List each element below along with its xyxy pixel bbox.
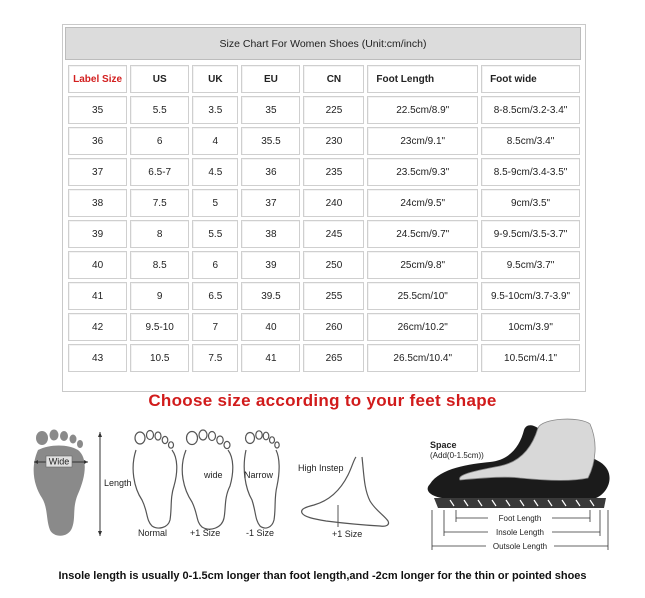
cell-uk: 6 bbox=[192, 251, 238, 279]
narrow-foot-label: Narrow bbox=[244, 470, 274, 480]
header-foot-length: Foot Length bbox=[367, 65, 478, 93]
cell-foot-wide: 8.5cm/3.4" bbox=[481, 127, 580, 155]
cell-cn: 250 bbox=[303, 251, 364, 279]
cell-label-size: 35 bbox=[68, 96, 127, 124]
insole-length-label: Insole Length bbox=[495, 528, 545, 537]
cell-foot-length: 26.5cm/10.4" bbox=[367, 344, 478, 372]
cell-label-size: 36 bbox=[68, 127, 127, 155]
cell-us: 5.5 bbox=[130, 96, 189, 124]
high-instep-diagram bbox=[292, 455, 397, 543]
cell-label-size: 37 bbox=[68, 158, 127, 186]
table-row bbox=[68, 313, 580, 341]
cell-foot-wide: 9.5-10cm/3.7-3.9" bbox=[481, 282, 580, 310]
cell-cn: 240 bbox=[303, 189, 364, 217]
cell-foot-wide: 10cm/3.9" bbox=[481, 313, 580, 341]
cell-foot-wide: 9cm/3.5" bbox=[481, 189, 580, 217]
wide-size-label: +1 Size bbox=[190, 528, 221, 538]
cell-uk: 4 bbox=[192, 127, 238, 155]
normal-foot-icon bbox=[133, 431, 177, 529]
shoe-sole bbox=[434, 498, 606, 508]
cell-cn: 245 bbox=[303, 220, 364, 248]
cell-us: 6.5-7 bbox=[130, 158, 189, 186]
cell-uk: 7 bbox=[192, 313, 238, 341]
header-label-size: Label Size bbox=[68, 65, 127, 93]
cell-us: 6 bbox=[130, 127, 189, 155]
cell-us: 7.5 bbox=[130, 189, 189, 217]
table-row bbox=[68, 127, 580, 155]
cell-uk: 7.5 bbox=[192, 344, 238, 372]
header-us: US bbox=[130, 65, 189, 93]
cell-cn: 255 bbox=[303, 282, 364, 310]
high-instep-size: +1 Size bbox=[332, 529, 363, 539]
space-label: Space bbox=[430, 440, 457, 450]
size-chart-table bbox=[62, 24, 586, 392]
table-row bbox=[68, 96, 580, 124]
cell-foot-wide: 9-9.5cm/3.5-3.7" bbox=[481, 220, 580, 248]
cell-foot-length: 24cm/9.5" bbox=[367, 189, 478, 217]
cell-uk: 5 bbox=[192, 189, 238, 217]
cell-foot-length: 23.5cm/9.3" bbox=[367, 158, 478, 186]
footer-note: Insole length is usually 0-1.5cm longer than foot length,and -2cm longer for the thin or pointed shoes bbox=[58, 570, 587, 582]
cell-foot-length: 26cm/10.2" bbox=[367, 313, 478, 341]
cell-us: 9 bbox=[130, 282, 189, 310]
cell-foot-wide: 9.5cm/3.7" bbox=[481, 251, 580, 279]
wide-label: Wide bbox=[48, 456, 70, 467]
cell-label-size: 41 bbox=[68, 282, 127, 310]
cell-us: 9.5-10 bbox=[130, 313, 189, 341]
header-cn: CN bbox=[303, 65, 364, 93]
cell-foot-length: 23cm/9.1" bbox=[367, 127, 478, 155]
cell-eu: 39.5 bbox=[241, 282, 300, 310]
cell-foot-length: 24.5cm/9.7" bbox=[367, 220, 478, 248]
foot-measure-diagram bbox=[28, 428, 132, 540]
cell-cn: 265 bbox=[303, 344, 364, 372]
shoe-length-diagram bbox=[420, 418, 620, 558]
cell-cn: 260 bbox=[303, 313, 364, 341]
narrow-size-label: -1 Size bbox=[246, 528, 275, 538]
cell-foot-length: 22.5cm/8.9" bbox=[367, 96, 478, 124]
foot-length-label: Foot Length bbox=[498, 514, 542, 523]
cell-uk: 5.5 bbox=[192, 220, 238, 248]
table-title: Size Chart For Women Shoes (Unit:cm/inch) bbox=[65, 27, 581, 60]
cell-us: 10.5 bbox=[130, 344, 189, 372]
cell-eu: 39 bbox=[241, 251, 300, 279]
cell-eu: 36 bbox=[241, 158, 300, 186]
normal-foot-label: Normal bbox=[138, 528, 168, 538]
cell-foot-wide: 10.5cm/4.1" bbox=[481, 344, 580, 372]
header-uk: UK bbox=[192, 65, 238, 93]
cell-cn: 235 bbox=[303, 158, 364, 186]
header-eu: EU bbox=[241, 65, 300, 93]
cell-eu: 38 bbox=[241, 220, 300, 248]
length-label: Length bbox=[104, 478, 132, 488]
high-instep-label: High Instep bbox=[298, 463, 344, 473]
table-row bbox=[68, 220, 580, 248]
cell-uk: 6.5 bbox=[192, 282, 238, 310]
table-row bbox=[68, 282, 580, 310]
cell-eu: 41 bbox=[241, 344, 300, 372]
cell-eu: 37 bbox=[241, 189, 300, 217]
cell-label-size: 43 bbox=[68, 344, 127, 372]
feet-types-diagram bbox=[128, 428, 288, 543]
cell-cn: 225 bbox=[303, 96, 364, 124]
size-table-grid bbox=[65, 62, 583, 375]
table-header-row bbox=[68, 65, 580, 93]
outsole-length-label: Outsole Length bbox=[492, 542, 548, 551]
cell-uk: 3.5 bbox=[192, 96, 238, 124]
cell-us: 8 bbox=[130, 220, 189, 248]
cell-foot-length: 25cm/9.8" bbox=[367, 251, 478, 279]
footprint-icon bbox=[34, 430, 85, 536]
cell-eu: 35 bbox=[241, 96, 300, 124]
table-row bbox=[68, 189, 580, 217]
cell-label-size: 40 bbox=[68, 251, 127, 279]
table-row bbox=[68, 344, 580, 372]
table-row bbox=[68, 251, 580, 279]
cell-eu: 35.5 bbox=[241, 127, 300, 155]
table-row bbox=[68, 158, 580, 186]
table-body bbox=[68, 96, 580, 372]
cell-eu: 40 bbox=[241, 313, 300, 341]
cell-cn: 230 bbox=[303, 127, 364, 155]
cell-label-size: 38 bbox=[68, 189, 127, 217]
cell-foot-length: 25.5cm/10" bbox=[367, 282, 478, 310]
cell-us: 8.5 bbox=[130, 251, 189, 279]
cell-label-size: 42 bbox=[68, 313, 127, 341]
header-foot-wide: Foot wide bbox=[481, 65, 580, 93]
cell-uk: 4.5 bbox=[192, 158, 238, 186]
space-sub-label: (Add(0-1.5cm)) bbox=[430, 451, 484, 460]
cell-foot-wide: 8-8.5cm/3.2-3.4" bbox=[481, 96, 580, 124]
wide-foot-label: wide bbox=[204, 470, 223, 480]
cell-label-size: 39 bbox=[68, 220, 127, 248]
cell-foot-wide: 8.5-9cm/3.4-3.5" bbox=[481, 158, 580, 186]
headline: Choose size according to your feet shape bbox=[148, 391, 497, 410]
